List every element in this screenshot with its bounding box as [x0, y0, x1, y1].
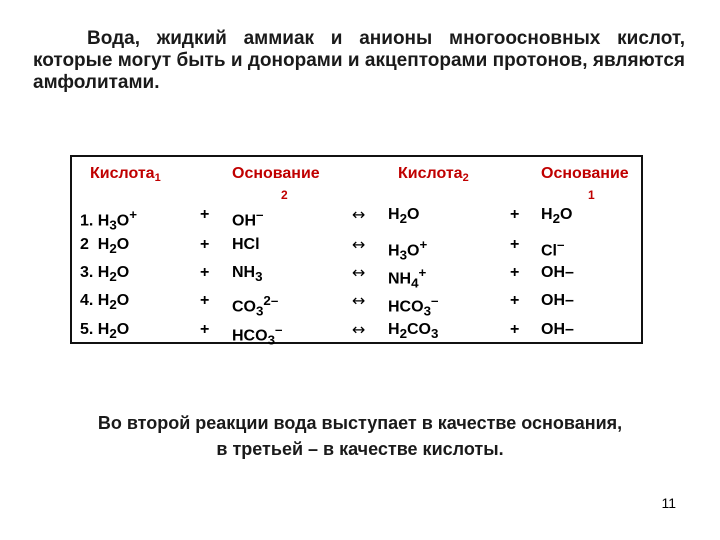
- table-row: [72, 233, 641, 263]
- equilibrium-arrow-icon: ↔: [352, 291, 366, 310]
- table-row: [72, 203, 641, 233]
- plus-sign: +: [510, 264, 520, 281]
- table-row: [72, 289, 641, 319]
- conclusion-line-1: Во второй реакции вода выступает в качестве основания,: [97, 413, 623, 433]
- plus-sign: +: [510, 236, 520, 253]
- header-acid-1: [90, 165, 161, 184]
- plus-sign: +: [200, 292, 210, 309]
- header-base-2: [232, 165, 320, 183]
- acid-2-formula: $H_2O$: [388, 206, 420, 227]
- acid-2-formula: $NH_4^+$: [388, 265, 427, 291]
- plus-sign: +: [200, 206, 210, 223]
- plus-sign: +: [510, 321, 520, 338]
- intro-paragraph: Вода, жидкий аммиак и анионы многоосновных кислот, которые могут быть и донорами и акцепторами протонов, являются амфолитами.: [33, 28, 685, 93]
- acid-2-formula: $HCO_3^-$: [388, 293, 439, 319]
- base-1-formula: OH–: [541, 321, 574, 338]
- acid-2-formula: $H_3O^+$: [388, 237, 428, 263]
- base-1-formula: OH–: [541, 292, 574, 309]
- base-2-formula: $NH_3$: [232, 264, 263, 285]
- row-number: 3. $H_2O$: [80, 264, 130, 285]
- base-2-formula: $HCO_3^-$: [232, 322, 283, 348]
- header-base-1: [541, 165, 629, 183]
- table-row: [72, 318, 641, 348]
- equilibrium-arrow-icon: ↔: [352, 263, 366, 282]
- header-acid-2: [398, 165, 469, 184]
- equilibrium-arrow-icon: ↔: [352, 205, 366, 224]
- page-number: 11: [661, 495, 676, 511]
- acid-2-formula: $H_2CO_3$: [388, 321, 439, 342]
- equilibrium-arrow-icon: ↔: [352, 320, 366, 339]
- header-base-1-sub: 1: [588, 188, 595, 202]
- table-row: [72, 261, 641, 291]
- base-1-formula: OH–: [541, 264, 574, 281]
- plus-sign: +: [510, 292, 520, 309]
- base-2-formula: $CO_3^{2-}$: [232, 293, 279, 319]
- header-base-2-label: Основание: [232, 165, 320, 182]
- equilibrium-arrow-icon: ↔: [352, 235, 366, 254]
- row-number: 1. $H_3O^+$: [80, 207, 138, 233]
- header-acid-1-sub: 1: [154, 172, 161, 184]
- plus-sign: +: [510, 206, 520, 223]
- plus-sign: +: [200, 264, 210, 281]
- conclusion-line-2: в третьей – в качестве кислоты.: [216, 439, 504, 459]
- header-base-1-label: Основание: [541, 165, 629, 182]
- row-number: 4. $H_2O$: [80, 292, 130, 313]
- row-number: 5. $H_2O$: [80, 321, 130, 342]
- base-1-formula: Cl–: [541, 237, 565, 260]
- header-acid-2-sub: 2: [462, 172, 469, 184]
- header-acid-2-label: Кислота: [398, 165, 463, 182]
- plus-sign: +: [200, 321, 210, 338]
- reaction-table: [70, 155, 643, 348]
- conclusion-text: [0, 410, 720, 462]
- header-base-2-sub: 2: [281, 188, 288, 202]
- row-number: 2 $H_2O$: [80, 236, 130, 257]
- base-1-formula: $H_2O$: [541, 206, 573, 227]
- plus-sign: +: [200, 236, 210, 253]
- base-2-formula: OH–: [232, 207, 264, 230]
- base-2-formula: HCl: [232, 236, 260, 253]
- header-acid-1-label: Кислота: [90, 165, 155, 182]
